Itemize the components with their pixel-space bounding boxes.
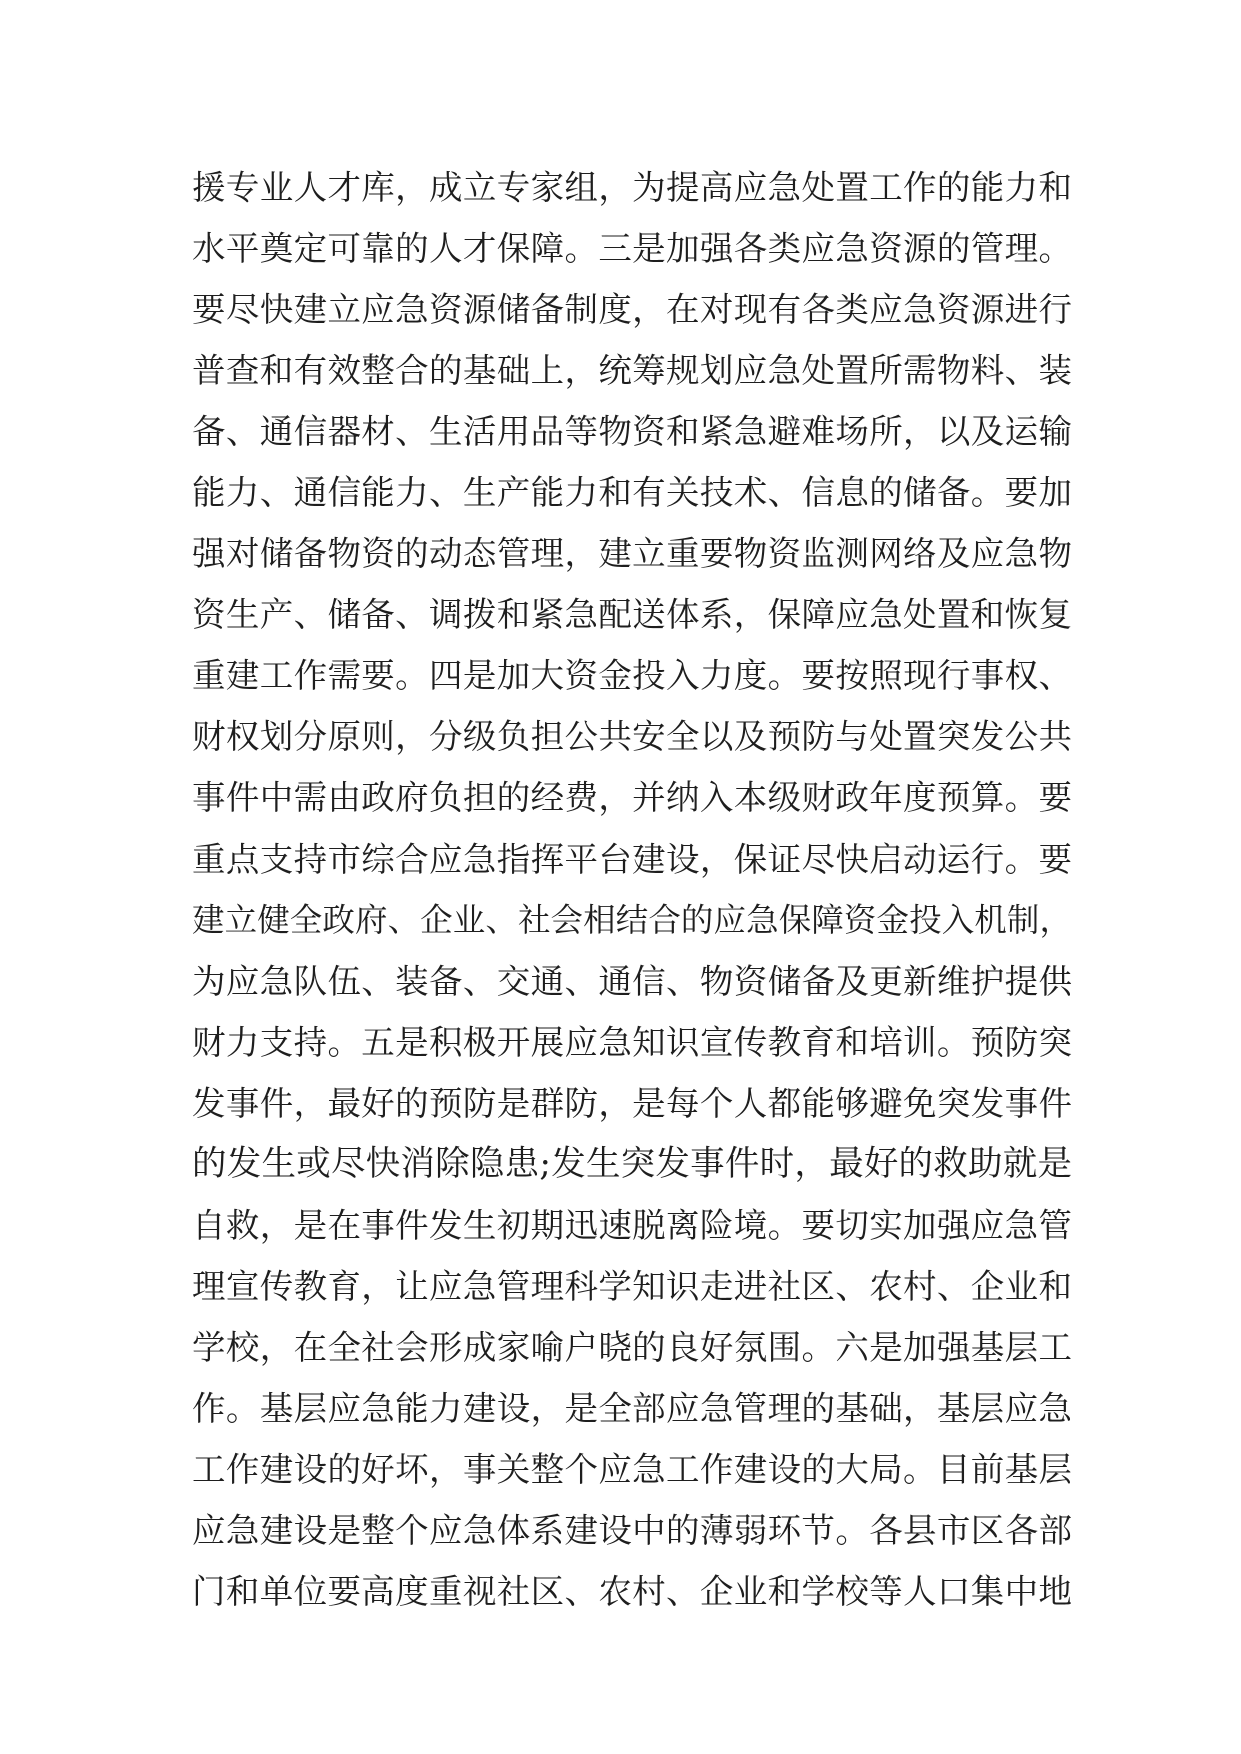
body-text — [192, 157, 1072, 1622]
text-line: 的发生或尽快消除隐患;发生突发事件时，最好的救助就是 — [192, 1143, 1072, 1184]
text-line: 事件中需由政府负担的经费，并纳入本级财政年度预算。要 — [192, 778, 1072, 818]
text-line: 水平奠定可靠的人才保障。三是加强各类应急资源的管理。 — [192, 229, 1072, 269]
text-line: 自救，是在事件发生初期迅速脱离险境。要切实加强应急管 — [192, 1205, 1072, 1245]
text-line: 工作建设的好坏，事关整个应急工作建设的大局。目前基层 — [192, 1449, 1072, 1489]
text-line: 应急建设是整个应急体系建设中的薄弱环节。各县市区各部 — [192, 1511, 1072, 1551]
text-line: 作。基层应急能力建设，是全部应急管理的基础，基层应急 — [192, 1388, 1072, 1428]
text-line: 理宣传教育，让应急管理科学知识走进社区、农村、企业和 — [192, 1266, 1072, 1306]
text-line: 为应急队伍、装备、交通、通信、物资储备及更新维护提供 — [192, 961, 1072, 1001]
text-line: 建立健全政府、企业、社会相结合的应急保障资金投入机制， — [192, 900, 1072, 939]
text-line: 重点支持市综合应急指挥平台建设，保证尽快启动运行。要 — [192, 839, 1072, 879]
text-line: 财力支持。五是积极开展应急知识宣传教育和培训。预防突 — [192, 1022, 1072, 1062]
text-line: 门和单位要高度重视社区、农村、企业和学校等人口集中地 — [192, 1572, 1072, 1612]
text-line: 能力、通信能力、生产能力和有关技术、信息的储备。要加 — [192, 473, 1072, 513]
text-line: 资生产、储备、调拨和紧急配送体系，保障应急处置和恢复 — [192, 595, 1072, 635]
text-line: 发事件，最好的预防是群防，是每个人都能够避免突发事件 — [192, 1083, 1072, 1123]
text-line: 备、通信器材、生活用品等物资和紧急避难场所，以及运输 — [192, 412, 1072, 452]
text-line: 普查和有效整合的基础上，统筹规划应急处置所需物料、装 — [192, 351, 1072, 391]
text-line: 援专业人才库，成立专家组，为提高应急处置工作的能力和 — [192, 168, 1072, 207]
text-line: 要尽快建立应急资源储备制度，在对现有各类应急资源进行 — [192, 290, 1072, 330]
text-line: 财权划分原则，分级负担公共安全以及预防与处置突发公共 — [192, 717, 1072, 757]
text-line: 学校，在全社会形成家喻户晓的良好氛围。六是加强基层工 — [192, 1327, 1072, 1367]
text-line: 强对储备物资的动态管理，建立重要物资监测网络及应急物 — [192, 534, 1072, 574]
text-line: 重建工作需要。四是加大资金投入力度。要按照现行事权、 — [192, 656, 1072, 696]
